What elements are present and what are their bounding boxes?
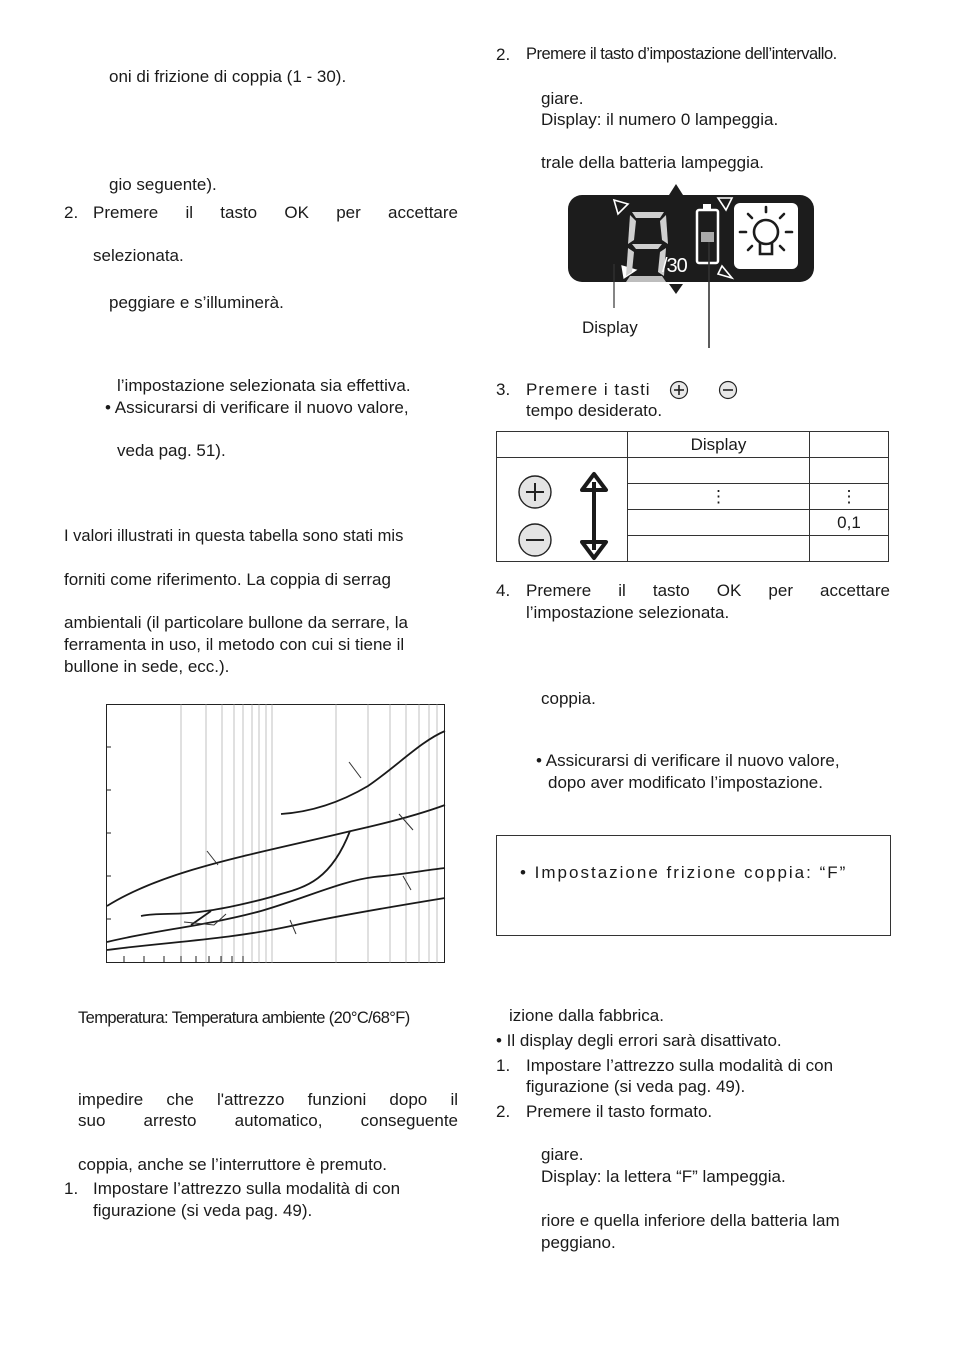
note-line: forniti come riferimento. La coppia di serrag — [64, 570, 391, 589]
table-cell — [628, 458, 810, 484]
table-cell — [809, 458, 888, 484]
bullet-text: • Assicurarsi di verificare il nuovo valore, — [536, 751, 840, 770]
step-number: 1. — [64, 1179, 79, 1198]
text-line: giare. — [541, 89, 584, 108]
text-line: oni di frizione di coppia (1 - 30). — [109, 67, 347, 86]
table-cell — [497, 432, 628, 458]
paragraph-line: impedire che l'attrezzo funzioni dopo il — [78, 1090, 458, 1109]
table-cell-value: 0,1 — [809, 510, 888, 536]
table-cell-dots: ⋮ — [628, 484, 810, 510]
step-text: Premere i tasti — [526, 380, 651, 399]
display-callout-label: Display — [582, 318, 638, 337]
step-text: Premere il tasto OK per accettare — [526, 581, 890, 600]
note-line: bullone in sede, ecc.). — [64, 657, 230, 676]
step-number: 2. — [496, 45, 511, 64]
step-number: 3. — [496, 380, 511, 399]
temperature-note: Temperatura: Temperatura ambiente (20°C/68°F) — [78, 1009, 410, 1027]
note-line: ferramenta in uso, il metodo con cui si tiene il — [64, 635, 405, 654]
table-cell — [628, 510, 810, 536]
text-line: coppia. — [541, 689, 596, 708]
table-cell — [809, 432, 888, 458]
step-number: 1. — [496, 1056, 511, 1075]
info-box — [496, 835, 891, 936]
minus-button-icon — [718, 380, 738, 400]
step-text: Premere il tasto OK per accettare — [93, 203, 458, 222]
plus-button-icon — [669, 380, 689, 400]
table-header-display: Display — [628, 432, 810, 458]
step-number: 4. — [496, 581, 511, 600]
text-line: veda pag. 51). — [117, 441, 226, 460]
step-text: Premere il tasto d’impostazione dell’intervallo. — [526, 45, 837, 63]
text-line: Display: la lettera “F” lampeggia. — [541, 1167, 786, 1186]
paragraph-line: suo arresto automatico, conseguente — [78, 1111, 458, 1130]
text-line: Display: il numero 0 lampeggia. — [541, 110, 779, 129]
step-text: tempo desiderato. — [526, 401, 663, 420]
text-line: selezionata. — [93, 246, 184, 265]
text-line: gio seguente). — [109, 175, 217, 194]
note-line: ambientali (il particolare bullone da serrare, la — [64, 613, 408, 632]
step-number: 2. — [496, 1102, 511, 1121]
step-text: l’impostazione selezionata. — [526, 603, 730, 622]
table-cell-dots: ⋮ — [809, 484, 888, 510]
text-line: peggiare e s’illuminerà. — [109, 293, 284, 312]
step-text: Impostare l’attrezzo sulla modalità di con — [93, 1179, 401, 1198]
torque-graph — [106, 704, 445, 963]
table-cell — [809, 536, 888, 562]
table-cell — [628, 536, 810, 562]
text-line: giare. — [541, 1145, 584, 1164]
text-line: izione dalla fabbrica. — [509, 1006, 664, 1025]
step-text: figurazione (si veda pag. 49). — [93, 1201, 313, 1220]
note-line: I valori illustrati in questa tabella sono stati mis — [64, 527, 404, 545]
range-counter-label: /30 — [662, 255, 687, 277]
step-text: Premere il tasto formato. — [526, 1102, 713, 1121]
step-number: 2. — [64, 203, 79, 222]
text-line: trale della batteria lampeggia. — [541, 153, 765, 172]
step-text: Impostare l’attrezzo sulla modalità di con — [526, 1056, 834, 1075]
plus-minus-arrow-icon — [516, 472, 608, 562]
bullet-text: • Il display degli errori sarà disattivato. — [496, 1031, 782, 1050]
info-box-text: • Impostazione frizione coppia: “F” — [520, 863, 848, 882]
step-text: figurazione (si veda pag. 49). — [526, 1077, 746, 1096]
paragraph-line: coppia, anche se l’interruttore è premuto. — [78, 1155, 388, 1174]
bullet-text: dopo aver modificato l’impostazione. — [548, 773, 823, 792]
text-line: peggiano. — [541, 1233, 616, 1252]
text-line: riore e quella inferiore della batteria lam — [541, 1211, 840, 1230]
text-line: l’impostazione selezionata sia effettiva. — [117, 376, 411, 395]
bullet-text: • Assicurarsi di verificare il nuovo valore, — [105, 398, 409, 417]
